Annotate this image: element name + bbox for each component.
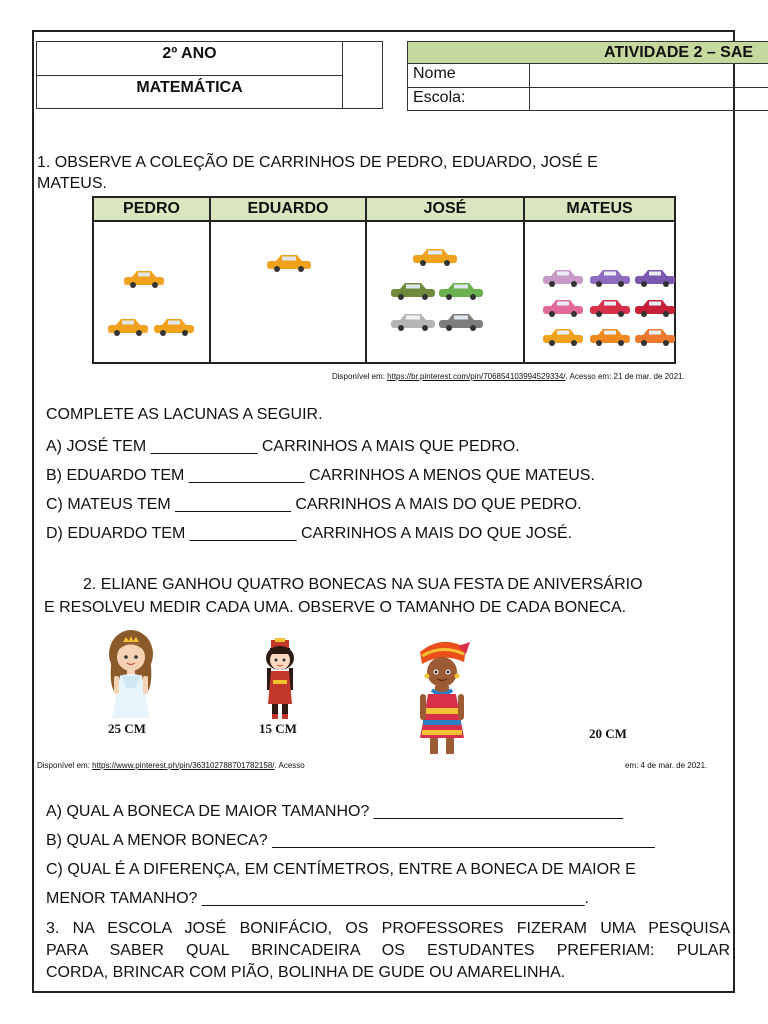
column-header-eduardo: EDUARDO xyxy=(211,198,365,222)
credit-suffix: . Acesso em: 21 de mar. de 2021. xyxy=(565,372,685,381)
orange-car-icon xyxy=(122,270,166,288)
princess-doll-icon xyxy=(100,628,162,722)
dark-grey-car-icon xyxy=(437,313,485,332)
divider xyxy=(408,110,768,111)
q2-credit-date: em: 4 de mar. de 2021. xyxy=(625,761,708,770)
grade-label: 2º ANO xyxy=(37,42,343,76)
q2-credit xyxy=(37,761,305,770)
column-header-jose: JOSÉ xyxy=(367,198,523,222)
q3-line2: PARA SABER QUAL BRINCADEIRA OS ESTUDANTES PREFERIAM: PULAR xyxy=(46,942,730,959)
credit-prefix: Disponível em: xyxy=(37,761,93,770)
doll-size-label: 15 CM xyxy=(259,721,297,736)
orange-car-icon xyxy=(541,328,585,346)
doll-size-label: 20 CM xyxy=(589,726,627,741)
q1-text-line1: 1. OBSERVE A COLEÇÃO DE CARRINHOS DE PEDRO, EDUARDO, JOSÉ E xyxy=(37,154,598,171)
african-doll-icon xyxy=(410,634,474,758)
column-pedro xyxy=(94,198,211,362)
q3-line1: 3. NA ESCOLA JOSÉ BONIFÁCIO, OS PROFESSORES FIZERAM UMA PESQUISA xyxy=(46,920,730,937)
grade-subject-box xyxy=(36,41,383,109)
column-jose xyxy=(367,198,525,362)
name-label: Nome xyxy=(413,65,456,82)
subject-label: MATEMÁTICA xyxy=(37,76,343,109)
column-eduardo xyxy=(211,198,367,362)
q2-text-line1: 2. ELIANE GANHOU QUATRO BONECAS NA SUA FESTA DE ANIVERSÁRIO xyxy=(83,576,643,593)
purple-car-icon xyxy=(633,269,677,287)
orange-car-icon xyxy=(633,328,677,346)
car-collection-table xyxy=(92,196,676,364)
credit-suffix: . Acesso xyxy=(274,761,305,770)
activity-box xyxy=(407,41,768,111)
q1-item-d: D) EDUARDO TEM ____________ CARRINHOS A MAIS DO QUE JOSÉ. xyxy=(46,525,573,542)
green-car-icon xyxy=(437,282,485,301)
red-car-icon xyxy=(633,299,677,317)
olive-car-icon xyxy=(389,282,437,301)
column-header-mateus: MATEUS xyxy=(525,198,674,222)
q1-credit xyxy=(332,372,685,381)
traditional-doll-icon xyxy=(258,638,302,720)
doll-size-label: 25 CM xyxy=(108,721,146,733)
credit-link[interactable]: https://br.pinterest.com/pin/706854103994529334/ xyxy=(387,372,566,381)
purple-car-icon xyxy=(588,269,632,287)
q2-item-a: A) QUAL A BONECA DE MAIOR TAMANHO? ____________________________ xyxy=(46,803,623,820)
q2-item-b: B) QUAL A MENOR BONECA? ___________________________________________ xyxy=(46,832,655,849)
q3-line3: CORDA, BRINCAR COM PIÃO, BOLINHA DE GUDE OU AMARELINHA. xyxy=(46,964,566,981)
pink-car-icon xyxy=(541,299,585,317)
q1-item-b: B) EDUARDO TEM _____________ CARRINHOS A MENOS QUE MATEUS. xyxy=(46,467,595,484)
q2-item-c: C) QUAL É A DIFERENÇA, EM CENTÍMETROS, ENTRE A BONECA DE MAIOR E xyxy=(46,861,636,878)
divider xyxy=(408,87,768,88)
column-mateus xyxy=(525,198,674,362)
column-header-pedro: PEDRO xyxy=(94,198,209,222)
q1-text-line2: MATEUS. xyxy=(37,175,107,192)
red-car-icon xyxy=(588,299,632,317)
activity-title: ATIVIDADE 2 – SAE xyxy=(408,42,768,64)
orange-car-icon xyxy=(265,254,313,273)
school-label: Escola: xyxy=(413,89,466,106)
credit-link[interactable]: https://www.pinterest.ph/pin/363102788701782158/ xyxy=(92,761,275,770)
credit-prefix: Disponível em: xyxy=(332,372,388,381)
orange-car-icon xyxy=(152,318,196,336)
grey-car-icon xyxy=(389,313,437,332)
orange-car-icon xyxy=(588,328,632,346)
q2-item-c-cont: MENOR TAMANHO? ___________________________________________. xyxy=(46,890,589,907)
q1-item-a: A) JOSÉ TEM ____________ CARRINHOS A MAIS QUE PEDRO. xyxy=(46,438,520,455)
q1-instruction: COMPLETE AS LACUNAS A SEGUIR. xyxy=(46,406,323,423)
orange-car-icon xyxy=(411,248,459,267)
q2-text-line2: E RESOLVEU MEDIR CADA UMA. OBSERVE O TAMANHO DE CADA BONECA. xyxy=(44,599,627,616)
orange-car-icon xyxy=(106,318,150,336)
pink-car-icon xyxy=(541,269,585,287)
q1-item-c: C) MATEUS TEM _____________ CARRINHOS A MAIS DO QUE PEDRO. xyxy=(46,496,582,513)
